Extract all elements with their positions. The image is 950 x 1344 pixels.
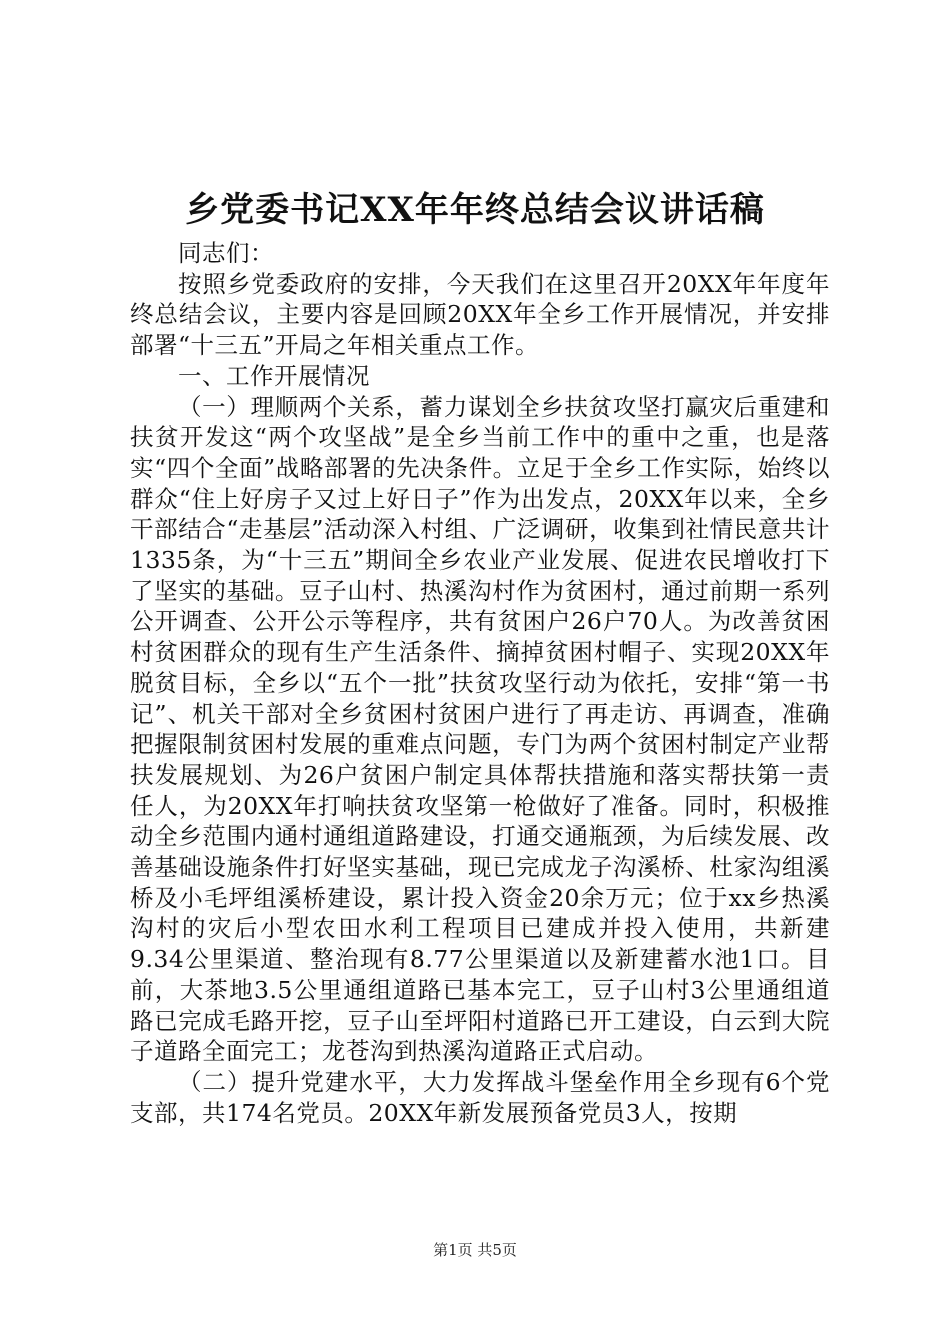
page-number-footer: 第1页 共5页 bbox=[433, 1241, 517, 1259]
body-paragraph: （二）提升党建水平，大力发挥战斗堡垒作用全乡现有6个党支部，共174名党员。20XX年新发展预备党员3人，按期 bbox=[130, 1067, 830, 1127]
intro-paragraph: 按照乡党委政府的安排，今天我们在这里召开20XX年年度年终总结会议，主要内容是回顾20XX年全乡工作开展情况，并安排部署“十三五”开局之年相关重点工作。 bbox=[130, 269, 830, 360]
section-heading: 一、工作开展情况 bbox=[178, 361, 370, 390]
document-title: 乡党委书记XX年年终总结会议讲话稿 bbox=[185, 190, 765, 230]
document-body bbox=[130, 238, 830, 1128]
body-paragraph: （一）理顺两个关系，蓄力谋划全乡扶贫攻坚打赢灾后重建和扶贫开发这“两个攻坚战”是全乡当前工作中的重中之重，也是落实“四个全面”战略部署的先决条件。立足于全乡工作实际，始终以群众“住上好房子又过上好日子”作为出发点，20XX年以来，全乡干部结合“走基层”活动深入村组、广泛调研，收集到社情民意共计1335条，为“十三五”期间全乡农业产业发展、促进农民增收打下了坚实的基础。豆子山村、热溪沟村作为贫困村，通过前期一系列公开调查、公开公示等程序，共有贫困户26户70人。为改善贫困村贫困群众的现有生产生活条件、摘掉贫困村帽子、实现20XX年脱贫目标，全乡以“五个一批”扶贫攻坚行动为依托，安排“第一书记”、机关干部对全乡贫困村贫困户进行了再走访、再调查，准确把握限制贫困村发展的重难点问题，专门为两个贫困村制定产业帮扶发展规划、为26户贫困户制定具体帮扶措施和落实帮扶第一责任人，为20XX年打响扶贫攻坚第一枪做好了准备。同时，积极推动全乡范围内通村通组道路建设，打通交通瓶颈，为后续发展、改善基础设施条件打好坚实基础，现已完成龙子沟溪桥、杜家沟组溪桥及小毛坪组溪桥建设，累计投入资金20余万元；位于xx乡热溪沟村的灾后小型农田水利工程项目已建成并投入使用，共新建9.34公里渠道、整治现有8.77公里渠道以及新建蓄水池1口。目前，大茶地3.5公里通组道路已基本完工，豆子山村3公里通组道路已完成毛路开挖，豆子山至坪阳村道路已开工建设，白云到大院子道路全面完工；龙苍沟到热溪沟道路正式启动。 bbox=[130, 392, 830, 1066]
salutation-paragraph: 同志们： bbox=[178, 239, 274, 267]
